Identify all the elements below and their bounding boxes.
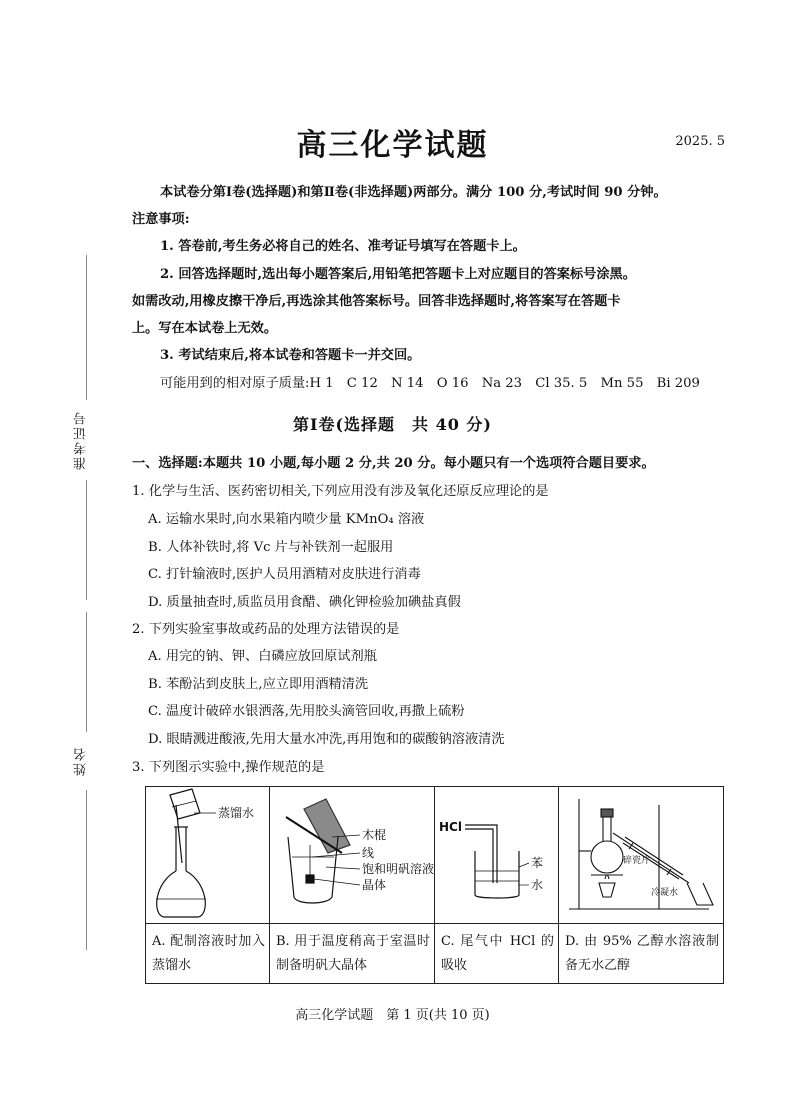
figure-b-cell [270,787,435,924]
figure-d-cell [559,787,724,924]
notice-item-2-cont: 如需改动,用橡皮擦干净后,再选涂其他答案标号。回答非选择题时,将答案写在答题卡 [132,294,621,309]
figure-b-label-solution: 饱和明矾溶液 [362,862,435,876]
figure-b-label-thread: 线 [362,846,375,860]
figure-d-label-coolwater: 冷凝水 [651,888,679,898]
question-2-option-a: A. 用完的钠、钾、白磷应放回原试剂瓶 [148,649,377,664]
figure-a-label-water: 蒸馏水 [218,806,255,820]
page-title: 高三化学试题 [296,128,489,163]
notice-item-1: 1. 答卷前,考生务必将自己的姓名、准考证号填写在答题卡上。 [160,239,526,254]
notice-title: 注意事项: [132,212,190,227]
section-instruction: 一、选择题:本题共 10 小题,每小题 2 分,共 20 分。每小题只有一个选项符合题目要求。 [132,456,655,471]
question-1-option-a: A. 运输水果时,向水果箱内喷少量 KMnO₄ 溶液 [148,512,425,527]
figure-b-label-crystal: 晶体 [362,878,387,892]
question-1-option-c: C. 打针输液时,医护人员用酒精对皮肤进行消毒 [148,567,421,582]
name-label: 姓名 [74,746,89,776]
margin-line [86,480,87,600]
page-footer: 高三化学试题 第 1 页(共 10 页) [295,1008,490,1023]
figure-c-cell [435,787,559,924]
figure-a-cell [146,787,270,924]
alum-crystal-diagram [270,787,435,923]
intro-line: 本试卷分第Ⅰ卷(选择题)和第Ⅱ卷(非选择题)两部分。满分 100 分,考试时间 90 分钟。 [160,185,667,200]
figure-a-caption: A. 配制溶液时加入蒸馏水 [146,924,270,984]
margin-line [86,790,87,950]
question-1-stem: 1. 化学与生活、医药密切相关,下列应用没有涉及氧化还原反应理论的是 [132,484,549,499]
volumetric-flask-diagram [146,787,270,923]
notice-item-2-end: 上。写在本试卷上无效。 [132,321,278,336]
notice-item-3: 3. 考试结束后,将本试卷和答题卡一并交回。 [160,348,421,363]
figure-c-label-hcl: HCl [439,820,462,834]
question-2-option-b: B. 苯酚沾到皮肤上,应立即用酒精清洗 [148,677,369,692]
notice-item-2: 2. 回答选择题时,选出每小题答案后,用铅笔把答题卡上对应题目的答案标号涂黑。 [160,267,636,282]
question-1-option-d: D. 质量抽查时,质监员用食醋、碘化钾检验加碘盐真假 [148,595,461,610]
figure-b-label-stick: 木棍 [362,828,387,842]
distillation-diagram [559,787,724,923]
figure-d-caption: D. 由 95% 乙醇水溶液制备无水乙醇 [559,924,724,984]
margin-line [86,255,87,400]
section-title: 第Ⅰ卷(选择题 共 40 分) [292,415,493,434]
figure-c-caption: C. 尾气中 HCl 的吸收 [435,924,559,984]
question-3-figure-table [145,786,724,984]
atomic-mass-line: 可能用到的相对原子质量:H 1 C 12 N 14 O 16 Na 23 Cl 35. 5 Mn 55 Bi 209 [160,376,700,391]
question-2-option-d: D. 眼睛溅进酸液,先用大量水冲洗,再用饱和的碳酸钠溶液清洗 [148,732,505,747]
question-2-stem: 2. 下列实验室事故或药品的处理方法错误的是 [132,622,400,637]
hcl-absorption-diagram [435,787,559,923]
exam-date: 2025. 5 [675,134,725,149]
margin-line [86,612,87,732]
figure-d-label-chips: 碎瓷片 [623,856,651,866]
figure-c-label-water: 水 [531,878,544,892]
question-3-stem: 3. 下列图示实验中,操作规范的是 [132,760,325,775]
figure-b-caption: B. 用于温度稍高于室温时制备明矾大晶体 [270,924,435,984]
question-2-option-c: C. 温度计破碎水银洒落,先用胶头滴管回收,再撒上硫粉 [148,704,465,719]
exam-id-label: 准考证号 [74,410,89,470]
question-1-option-b: B. 人体补铁时,将 Vc 片与补铁剂一起服用 [148,540,394,555]
figure-c-label-benzene: 苯 [531,856,544,870]
